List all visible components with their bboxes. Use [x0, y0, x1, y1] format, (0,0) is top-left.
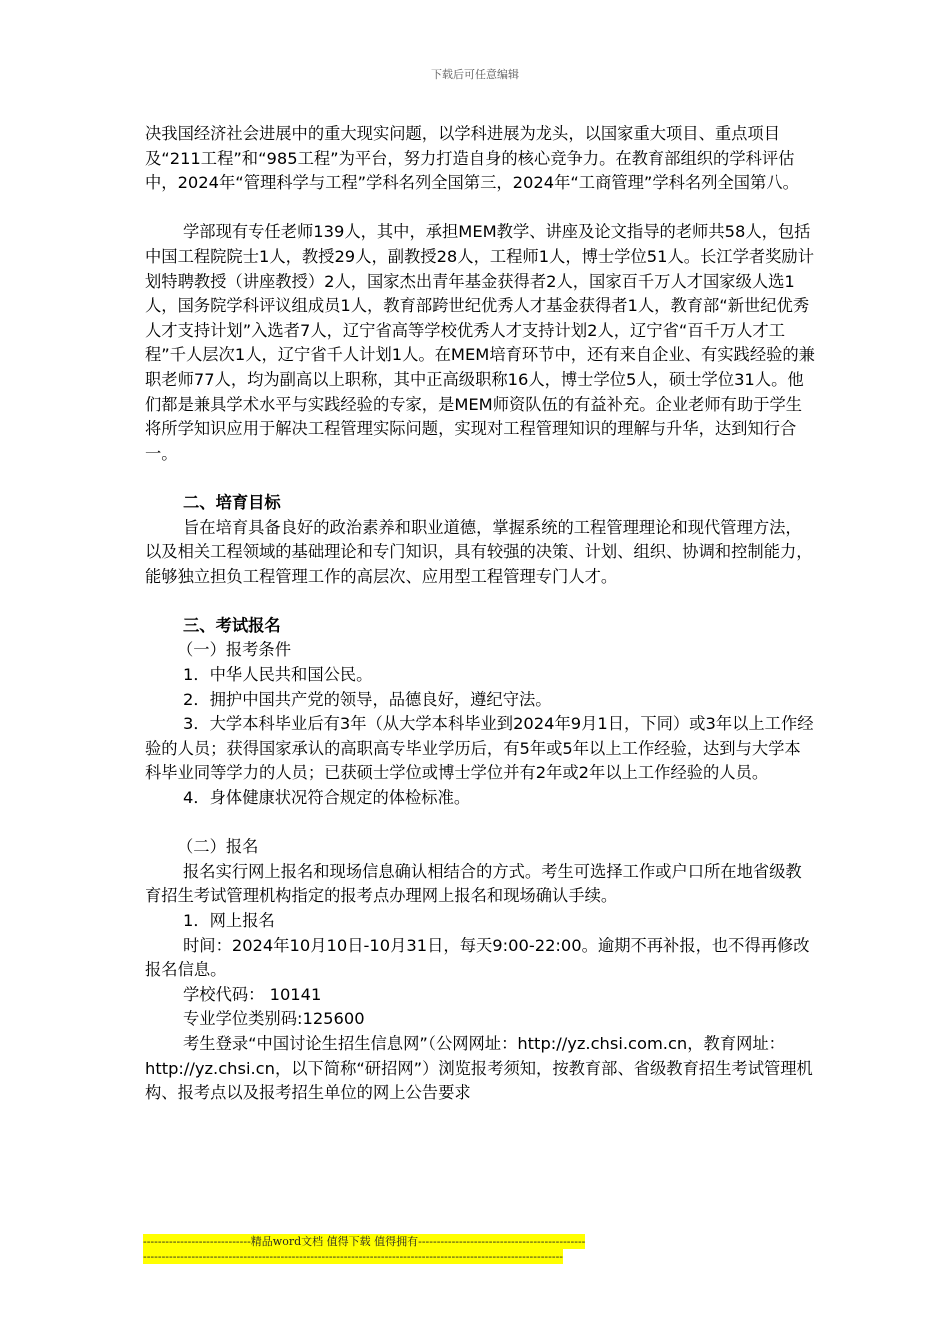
- paragraph-website-instructions: 考生登录“中国讨论生招生信息网”（公网网址：http://yz.chsi.com.cn，教育网址：http://yz.chsi.cn，以下简称“研招网”）浏览报考须知，按教育部、省级教育招生考试管理机构、报考点以及报考招生单位的网上公告要求: [145, 1033, 813, 1103]
- requirement-item-4: 4．身体健康状况符合规定的体检标准。: [183, 788, 471, 808]
- paragraph-training-goal: 旨在培育具备良好的政治素养和职业道德，掌握系统的工程管理理论和现代管理方法，以及相关工程领域的基础理论和专门知识，具有较强的决策、计划、组织、协调和控制能力，能够独立担负工程管理工作的高层次、应用型工程管理专门人才。: [145, 517, 813, 586]
- degree-category-code: 专业学位类别码:125600: [183, 1009, 365, 1029]
- paragraph-intro-continued: 决我国经济社会进展中的重大现实问题，以学科进展为龙头，以国家重大项目、重点项目及“211工程”和“985工程”为平台，努力打造自身的核心竞争力。在教育部组织的学科评估中，2024年“管理科学与工程”学科名列全国第三，2024年“工商管理”学科名列全国第八。: [145, 124, 799, 193]
- footer-dash-line: -----------------------------------------------------------------------------------------------------------------: [143, 1250, 563, 1263]
- page-header: 下载后可任意编辑: [431, 68, 519, 81]
- footer-banner-line: -----------------------------精品word文档 值得下载 值得拥有---------------------------------------------: [143, 1235, 586, 1248]
- requirement-item-2: 2．拥护中国共产党的领导，品德良好，遵纪守法。: [183, 689, 552, 709]
- heading-online-registration: 1．网上报名: [183, 911, 275, 930]
- school-code: 学校代码： 10141: [183, 984, 322, 1004]
- paragraph-registration-method: 报名实行网上报名和现场信息确认相结合的方式。考生可选择工作或户口所在地省级教育招生考试管理机构指定的报考点办理网上报名和现场确认手续。: [145, 861, 802, 906]
- requirement-item-1: 1．中华人民共和国公民。: [183, 665, 373, 685]
- subheading-requirements: （一）报考条件: [177, 640, 291, 660]
- page-footer: [143, 1234, 695, 1264]
- requirement-item-3: 3．大学本科毕业后有3年（从大学本科毕业到2024年9月1日，下同）或3年以上工作经验的人员；获得国家承认的高职高专毕业学历后，有5年或5年以上工作经验，达到与大学本科毕业同等学力的人员；已获硕士学位或博士学位并有2年或2年以上工作经验的人员。: [145, 714, 814, 783]
- heading-training-goal: 二、培育目标: [183, 492, 281, 512]
- subheading-registration: （二）报名: [177, 837, 259, 857]
- document-body: [145, 122, 815, 1106]
- paragraph-registration-time: 时间：2024年10月10日-10月31日，每天9:00-22:00。逾期不再补报，也不得再修改报名信息。: [145, 935, 810, 980]
- heading-exam-registration: 三、考试报名: [183, 615, 281, 635]
- paragraph-faculty: 学部现有专任老师139人，其中，承担MEM教学、讲座及论文指导的老师共58人，包括中国工程院院士1人，教授29人，副教授28人，工程师1人，博士学位51人。长江学者奖励计划特聘教授（讲座教授）2人，国家杰出青年基金获得者2人，国家百千万人才国家级人选1人，国务院学科评议组成员1人，教育部跨世纪优秀人才基金获得者1人，教育部“新世纪优秀人才支持计划”入选者7人，辽宁省高等学校优秀人才支持计划2人，辽宁省“百千万人才工程”千人层次1人，辽宁省千人计划1人。在MEM培育环节中，还有来自企业、有实践经验的兼职老师77人，均为副高以上职称，其中正高级职称16人，博士学位5人，硕士学位31人。他们都是兼具学术水平与实践经验的专家，是MEM师资队伍的有益补充。企业老师有助于学生将所学知识应用于解决工程管理实际问题，实现对工程管理知识的理解与升华，达到知行合一。: [145, 222, 815, 463]
